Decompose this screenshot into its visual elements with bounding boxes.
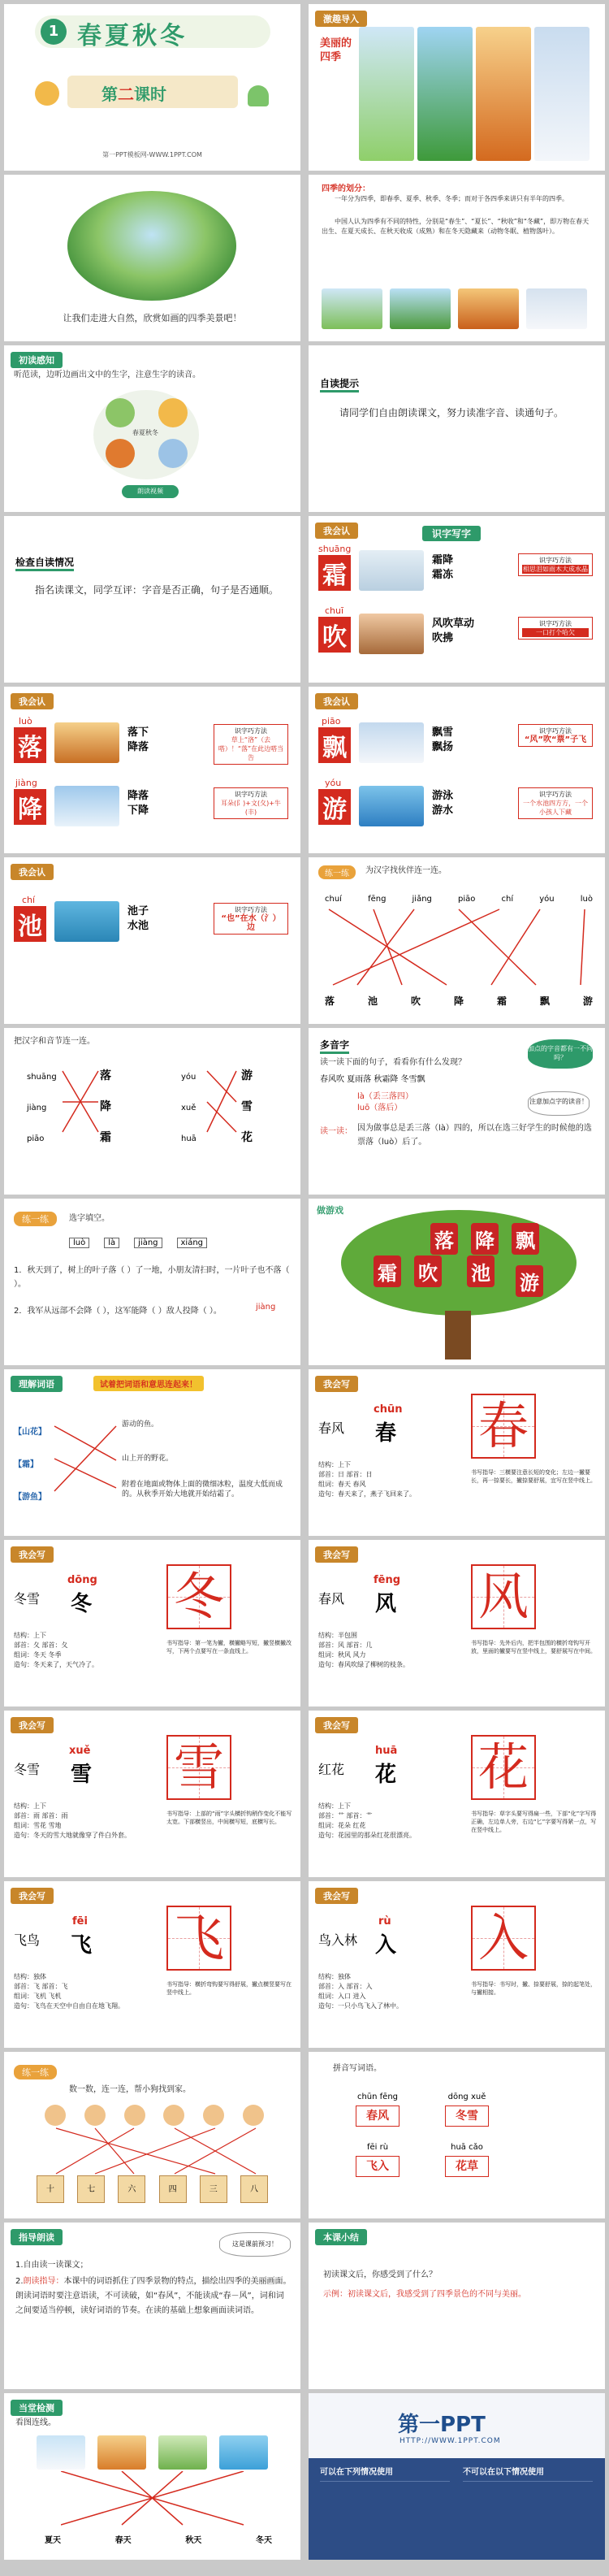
badge: 我会写 <box>315 1717 358 1733</box>
wheel-label: 春夏秋冬 <box>132 429 158 436</box>
writing-grid: 风 <box>471 1564 536 1629</box>
slide-recognize-3 <box>309 687 605 853</box>
pinyin: shuāng <box>318 544 352 554</box>
section-header: 练一练 <box>14 1212 57 1226</box>
falling-leaves-image <box>54 722 119 763</box>
puppy-icon[interactable] <box>124 2105 145 2126</box>
pinyin-2: dōng xuě <box>447 2092 486 2101</box>
footer-text: 第一PPT模板网-WWW.1PPT.COM <box>102 151 202 158</box>
slide-match-partners <box>309 857 605 1024</box>
char: 降 <box>14 789 46 825</box>
slide-write-xue <box>4 1711 300 1877</box>
tip-banner: 试着把词语和意思连起来！ <box>93 1376 204 1391</box>
match-lines <box>53 1418 118 1499</box>
question: 初读课文后，你感受到了什么？ <box>323 2270 437 2279</box>
logo-url[interactable]: HTTP://WWW.1PPT.COM <box>400 2437 501 2445</box>
section-header: 练一练 <box>318 865 356 879</box>
pinyin: rù <box>378 1915 391 1928</box>
slide-first-reading <box>4 345 300 512</box>
section-header: 本课小结 <box>315 2229 367 2245</box>
slide-count-match <box>4 2052 300 2218</box>
badge: 我会认 <box>11 864 54 880</box>
slide-write-fei <box>4 1881 300 2048</box>
pool-image <box>54 901 119 942</box>
pinyin: huā <box>375 1745 398 1757</box>
frost-image <box>359 550 424 591</box>
slide-write-dong <box>4 1540 300 1706</box>
instruction-text: 为汉字找伙伴连一连。 <box>365 866 447 875</box>
spring-circle <box>106 398 135 427</box>
pinyin: yóu <box>325 778 342 788</box>
options-row: luò là jiàng xiáng <box>69 1238 207 1248</box>
right-lines <box>205 1067 238 1140</box>
section-header: 当堂检测 <box>11 2400 63 2416</box>
usage-forbidden: 不可以在以下情况使用 <box>463 2468 544 2477</box>
slide-check-reading <box>4 516 300 683</box>
char: 飞 <box>71 1933 93 1958</box>
char: 落 <box>14 727 46 763</box>
char-info: 结构：半包围 部首：风 部首：几 组词：秋风 风力 造句：春风吹绿了柳树的枝条。 <box>318 1632 409 1668</box>
slide-recognize-1 <box>309 516 605 683</box>
word-list: 霜降 霜冻 <box>432 554 454 581</box>
hint-bubble: 加点的字音都有一不同吗？ <box>528 1039 593 1069</box>
logo: 第一PPT <box>398 2413 486 2437</box>
answer: jiàng <box>256 1303 276 1312</box>
season-labels: 夏天 春天 秋天 冬天 <box>45 2536 272 2545</box>
slide-write-chun <box>309 1369 605 1536</box>
char-info: 结构：上下 部首：艹 部首：艹 组词：花朵 红花 造句：花园里的那朵红花很漂亮。 <box>318 1802 416 1839</box>
right-pinyin: yóu xuě huā <box>181 1073 197 1143</box>
wind-image <box>359 614 424 654</box>
writing-guide: 书写指导：书写时，撇、捺要舒展，捺的起笔处，与撇相接。 <box>471 1981 596 1996</box>
example-answer: 示例：初读课文后，我感受到了四季景色的不同与美丽。 <box>323 2290 526 2299</box>
house-icon[interactable]: 十 <box>37 2175 64 2203</box>
writing-grid: 飞 <box>166 1906 231 1971</box>
slide-nature <box>4 175 300 341</box>
def-3: 附着在地面或物体上面的微细冰粒，温度大低而成的。从秋季开始大地就开始结霜了。 <box>122 1481 283 1498</box>
writing-guide: 书写指导：上部的“雨”字头横折钩稍作变化不能写太宽。下部横竖出，中间横写短，底横写长。 <box>166 1811 292 1825</box>
word-list: 池子 水池 <box>127 905 149 932</box>
example-word: 鸟入林 <box>318 1932 358 1948</box>
section-header: 初读感知 <box>11 352 63 368</box>
tip-box: 识字巧方法 “风”吹“票”子飞 <box>518 724 593 747</box>
usage-allowed: 可以在下列情况使用 <box>320 2468 393 2477</box>
hint-bubble: 这是课前预习！ <box>219 2232 291 2257</box>
char: 游 <box>318 789 351 825</box>
char: 花 <box>375 1763 397 1787</box>
slide-recognize-4 <box>4 857 300 1024</box>
pinyin-4: huā cǎo <box>451 2143 483 2152</box>
quiz-image-2 <box>97 2435 146 2470</box>
game-label: 做游戏 <box>317 1205 343 1216</box>
word-list: 游泳 游水 <box>432 790 454 817</box>
sentence: 春风吹 夏雨落 秋霜降 冬雪飘 <box>320 1075 425 1084</box>
writing-guide: 书写指导：先外后内，把半包围的横折弯钩写开放，里面的撇要写在竖中线上，要舒展写在中间。 <box>471 1640 596 1654</box>
example-word: 春风 <box>318 1591 345 1607</box>
info-p1: 一年分为四季，即春季、夏季、秋季、冬季；而对于各四季来讲只有半年的四季。 <box>335 195 568 202</box>
writing-grid: 入 <box>471 1906 536 1971</box>
pinyin: luò <box>19 716 32 726</box>
char: 霜 <box>318 555 351 591</box>
slide-understand-words <box>4 1369 300 1536</box>
summer-circle <box>158 398 188 427</box>
tip-box: 识字巧方法 “也”在水（氵）边 <box>214 903 288 935</box>
word-card[interactable]: 降 <box>471 1223 499 1255</box>
section-header: 指导朗读 <box>11 2229 63 2245</box>
house-icon[interactable]: 三 <box>200 2175 227 2203</box>
puppy-icon[interactable] <box>45 2105 66 2126</box>
tip-box: 识字巧方法 一个水池四方方，一个小孩人下藏 <box>518 787 593 819</box>
char-info: 结构：上下 部首：雨 部首：雨 组词：雪花 雪地 造句：冬天的雪大地就像穿了件白外套。 <box>14 1802 131 1839</box>
slide-intro-seasons <box>309 4 605 171</box>
writing-grid: 雪 <box>166 1735 231 1800</box>
char: 入 <box>375 1933 397 1958</box>
sun-icon <box>35 81 59 106</box>
badge: 我会写 <box>315 1376 358 1392</box>
instruction-text: 指名读课文，同学互评：字音是否正确，句子是否通顺。 <box>35 584 279 596</box>
winter-circle <box>158 439 188 468</box>
char: 飘 <box>318 727 351 763</box>
word-column: 【山花】 【霜】 【游鱼】 <box>14 1428 46 1502</box>
slide-self-reading <box>309 345 605 512</box>
char-info: 结构：独体 部首：入 部首：入 组词：入口 进入 造句：一只小鸟飞入了林中。 <box>318 1973 403 2010</box>
note-bubble: 注意加点字的读音！ <box>528 1091 590 1116</box>
example-word: 红花 <box>318 1762 345 1777</box>
instruction-text: 选字填空。 <box>69 1214 110 1223</box>
info-p2: 中国人认为四季有不同的特性，分别是“春生”、“夏长”、“秋收”和“冬藏”，即万物在春天出生、在夏天成长、在秋天收成（成熟）和在冬天隐藏来（动物冬眠、植物落叶）。 <box>322 218 590 235</box>
word-card[interactable]: 吹 <box>414 1255 442 1287</box>
question-2: 2．我军从远部不会降（ ），这军能降（ ）敌人投降（ ）。 <box>14 1307 222 1316</box>
forbidden-list <box>463 2481 593 2546</box>
season-photo-2 <box>390 288 451 329</box>
badge: 我会写 <box>11 1717 54 1733</box>
pinyin-3: fēi rù <box>366 2143 389 2152</box>
house-row <box>37 2175 268 2203</box>
slide-title <box>4 4 300 171</box>
banner: 识字写字 <box>422 526 481 541</box>
info-title: 四季的划分： <box>322 184 370 193</box>
answer-box-4[interactable]: 花草 <box>445 2156 489 2177</box>
char: 风 <box>375 1592 397 1616</box>
spring-image <box>359 27 414 161</box>
tip-box: 识字巧方法 相思泪如雨木大成水晶 <box>518 553 593 576</box>
slide-title: 多音字 <box>320 1038 349 1054</box>
slide-match-pinyin <box>4 1028 300 1195</box>
pinyin-1: chūn fēng <box>356 2092 399 2101</box>
read-label: 读一读： <box>320 1127 352 1136</box>
slide-fill-blank <box>4 1199 300 1365</box>
writing-grid: 花 <box>471 1735 536 1800</box>
badge: 我会写 <box>11 1546 54 1563</box>
house-icon[interactable]: 八 <box>240 2175 268 2203</box>
season-photo-4 <box>526 288 587 329</box>
answer-box-2[interactable]: 冬雪 <box>445 2105 489 2127</box>
caption: 让我们走进大自然，欣赏如画的四季美景吧！ <box>63 313 242 323</box>
pinyin: xuě <box>69 1745 91 1757</box>
side-title: 美丽的四季 <box>320 37 352 63</box>
slide-summary <box>309 2223 605 2389</box>
winter-image <box>534 27 590 161</box>
example-word: 春风 <box>318 1420 345 1436</box>
writing-grid: 冬 <box>166 1564 231 1629</box>
badge: 我会认 <box>315 523 358 539</box>
badge: 我会认 <box>11 693 54 709</box>
puppy-icon[interactable] <box>203 2105 224 2126</box>
char: 吹 <box>318 617 351 653</box>
word-card[interactable]: 飘 <box>512 1223 539 1255</box>
allowed-list <box>320 2481 450 2546</box>
slide-polyphone <box>309 1028 605 1195</box>
slide-title: 检查自读情况 <box>15 555 74 571</box>
autumn-image <box>476 27 531 161</box>
lesson-number: 第二课时 <box>102 85 166 104</box>
word-card[interactable]: 游 <box>516 1265 543 1297</box>
instruction-text: 看图连线。 <box>15 2418 56 2427</box>
slide-reading-guide <box>4 2223 300 2389</box>
house-icon[interactable]: 七 <box>77 2175 105 2203</box>
snow-image <box>359 722 424 763</box>
answer-box-3[interactable]: 飞入 <box>356 2156 400 2177</box>
tip-box: 识字巧方法 草上“洛”（去嗒）！“落”在此边嗒当告 <box>214 724 288 765</box>
tree-trunk <box>445 1311 471 1360</box>
left-pinyin: shuāng jiàng piāo <box>27 1073 57 1143</box>
season-photo-3 <box>458 288 519 329</box>
left-lines <box>61 1067 100 1140</box>
quiz-image-3 <box>158 2435 207 2470</box>
slide-pinyin-write <box>309 2052 605 2218</box>
house-icon[interactable]: 六 <box>118 2175 145 2203</box>
writing-guide: 书写指导：草字头要写得扁一些，下部“化”字写得正确，左边单人旁，右边“匕”字要写得紧一点，写在竖中线上。 <box>471 1811 597 1833</box>
def-1: 游动的鱼。 <box>122 1420 159 1429</box>
word-list: 飘雪 飘扬 <box>432 726 454 753</box>
char-info: 结构：独体 部首：飞 部首：飞 组词：飞机 飞机 造句：飞鸟在天空中自由自在地飞翔。 <box>14 1973 124 2010</box>
pinyin: jiàng <box>15 778 37 788</box>
word-list: 风吹草动 吹拂 <box>432 618 475 644</box>
quiz-image-4 <box>219 2435 268 2470</box>
middle-chars: 落 降 霜 <box>100 1069 111 1144</box>
house-icon[interactable]: 四 <box>159 2175 187 2203</box>
pronunciations: là（丢三落四） luō（落后） <box>357 1092 413 1112</box>
badge: 我会写 <box>315 1546 358 1563</box>
char-row: 落 池 吹 降 霜 飘 游 <box>325 995 593 1007</box>
puppy-icon[interactable] <box>163 2105 184 2126</box>
badge: 我会写 <box>315 1888 358 1904</box>
match-lines <box>53 2127 264 2175</box>
slide-tree-game <box>309 1199 605 1365</box>
section-header: 练一练 <box>14 2065 57 2079</box>
right-chars: 游 雪 花 <box>241 1069 253 1144</box>
section-header: 理解词语 <box>11 1376 63 1392</box>
pinyin-row: chuí fēng jiǎng piāo chí yóu luò <box>325 895 593 904</box>
slide-footer-info <box>309 2393 605 2560</box>
word-card[interactable]: 落 <box>430 1223 458 1255</box>
match-lines <box>325 908 593 989</box>
instruction-text: 把汉字和音节连一连。 <box>14 1037 95 1046</box>
slide-title: 自读提示 <box>320 376 359 392</box>
pinyin: fēi <box>72 1915 88 1928</box>
section-header: 激趣导入 <box>315 11 367 27</box>
slide-recognize-2 <box>4 687 300 853</box>
char: 冬 <box>71 1592 93 1616</box>
line-2: 2.朗读指导：本课中的词语抓住了四季景物的特点，描绘出四季的美丽画面。朗读词语时要注意语读，不可读破，如“春风”，不能读成“春－风”，词和词之间要适当停顿，读好词语的节奏。在读的基础上想象画面读词语。 <box>15 2277 292 2315</box>
writing-grid: 春 <box>471 1394 536 1459</box>
video-button[interactable]: 朗读视频 <box>122 485 179 498</box>
writing-guide: 书写指导：第一笔为撇，横撇略写短，撇竖横撇改写，下两个点要写在一条直线上。 <box>166 1640 292 1654</box>
summer-image <box>417 27 473 161</box>
lesson-number-badge: 1 <box>41 19 67 45</box>
instruction-text: 听范读，边听边画出文中的生字，注意生字的读音。 <box>14 371 201 379</box>
example-word: 冬雪 <box>14 1762 41 1777</box>
slide-write-feng <box>309 1540 605 1706</box>
answer-box-1[interactable]: 春风 <box>356 2105 400 2127</box>
pinyin: chí <box>22 895 36 905</box>
slide-quiz <box>4 2393 300 2560</box>
parachute-image <box>54 786 119 826</box>
question-1: 1．秋天到了，树上的叶子落（ ）了一地，小朋友清扫时，一片叶子也不落（ ）。 <box>14 1266 290 1289</box>
quiz-image-1 <box>37 2435 85 2470</box>
pinyin: fēng <box>374 1574 401 1586</box>
example-word: 冬雪 <box>14 1591 41 1607</box>
slide-write-ru <box>309 1881 605 2048</box>
autumn-circle <box>106 439 135 468</box>
char-info: 结构：上下 部首：日 部首：日 组词：春天 春风 造句：春天来了，燕子飞回来了。 <box>318 1461 416 1498</box>
puppy-icon[interactable] <box>84 2105 106 2126</box>
char: 池 <box>14 906 46 942</box>
tree-icon <box>248 85 269 106</box>
slide-four-seasons-info <box>309 175 605 341</box>
pinyin: chūn <box>374 1403 403 1416</box>
tip-box: 识字巧方法 耳朵(阝)+文(夂)+牛(丰) <box>214 787 288 819</box>
example-word: 飞鸟 <box>14 1932 41 1948</box>
pinyin: chuī <box>325 605 344 616</box>
word-list: 降落 下降 <box>127 790 149 817</box>
slide-write-hua <box>309 1711 605 1877</box>
instruction-text: 请同学们自由朗读课文，努力读准字音、读通句子。 <box>339 407 564 418</box>
puppy-icon[interactable] <box>243 2105 264 2126</box>
char-info: 结构：上下 部首：夂 部首：夂 组词：冬天 冬季 造句：冬天来了，天气冷了。 <box>14 1632 98 1668</box>
pinyin: dōng <box>67 1574 97 1586</box>
swimming-image <box>359 786 424 826</box>
question: 读一读下面的句子，看看你有什么发现？ <box>320 1058 466 1067</box>
instruction-text: 数一数，连一连，帮小狗找到家。 <box>69 2085 191 2094</box>
char: 春 <box>375 1421 397 1446</box>
line-1: 1.自由读一读课文； <box>15 2261 89 2270</box>
answer-sentence: 因为做事总是丢三落（là）四的，所以在选三好学生的时候他的选票落（luò）后了。 <box>357 1124 592 1147</box>
writing-guide: 书写指导：三横要注意长短的变化；左边一撇要长，再一捺要长，撇捺要舒展，宜写在竖中线上。 <box>471 1469 596 1484</box>
tip-box: 识字巧方法 一口打个哈欠 <box>518 617 593 640</box>
badge: 我会认 <box>315 693 358 709</box>
word-list: 落下 降落 <box>127 726 149 753</box>
badge: 我会写 <box>11 1888 54 1904</box>
pinyin: piāo <box>322 716 341 726</box>
def-2: 山上开的野花。 <box>122 1455 174 1463</box>
season-photo-1 <box>322 288 382 329</box>
word-card[interactable]: 池 <box>467 1255 495 1287</box>
landscape-image <box>67 191 236 301</box>
char: 雪 <box>71 1763 93 1787</box>
match-lines <box>61 2471 248 2528</box>
lesson-title: 春夏秋冬 <box>77 22 188 50</box>
writing-guide: 书写指导：横折弯钩要写得舒展，撇点横竖要写在竖中线上。 <box>166 1981 292 1996</box>
word-card[interactable]: 霜 <box>374 1255 401 1287</box>
instruction-text: 拼音写词语。 <box>333 2064 382 2073</box>
